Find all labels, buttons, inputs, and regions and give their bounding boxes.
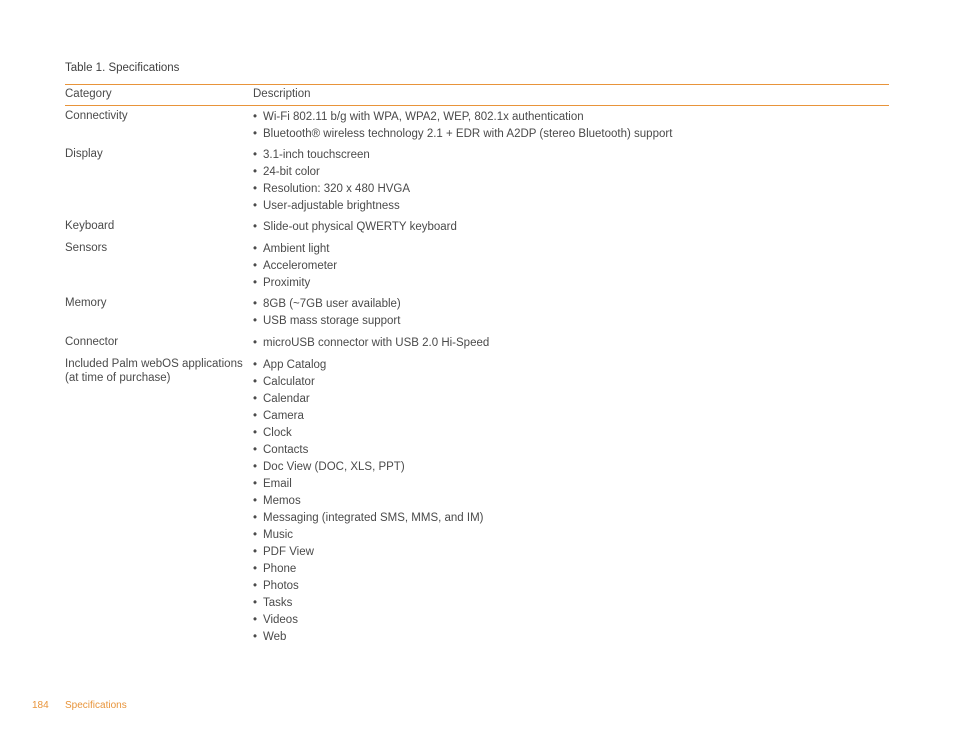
list-item: • 8GB (~7GB user available)	[253, 298, 401, 310]
list-item: • Wi-Fi 802.11 b/g with WPA, WPA2, WEP, 802.1x authentication	[253, 111, 584, 123]
list-item: • Tasks	[253, 597, 293, 609]
list-item: • Web	[253, 631, 287, 643]
list-item: • Contacts	[253, 444, 309, 456]
list-item: • 3.1-inch touchscreen	[253, 149, 370, 161]
list-item: • App Catalog	[253, 359, 327, 371]
row-description-list	[253, 109, 889, 143]
list-item: • PDF View	[253, 546, 314, 558]
row-category: Connectivity	[65, 110, 128, 122]
list-item: • USB mass storage support	[253, 315, 401, 327]
list-item: • Phone	[253, 563, 297, 575]
list-item: • Messaging (integrated SMS, MMS, and IM)	[253, 512, 484, 524]
list-item: • Photos	[253, 580, 299, 592]
row-description-list	[253, 219, 889, 236]
list-item: • 24-bit color	[253, 166, 320, 178]
row-category: Included Palm webOS applications (at time of purchase)	[65, 358, 243, 384]
header-description: Description	[253, 88, 311, 100]
table-top-rule	[65, 84, 889, 85]
list-item: • Calculator	[253, 376, 315, 388]
table-header-rule	[65, 105, 889, 106]
row-description-list	[253, 296, 889, 330]
list-item: • microUSB connector with USB 2.0 Hi-Speed	[253, 337, 490, 349]
list-item: • Camera	[253, 410, 304, 422]
list-item: • Clock	[253, 427, 292, 439]
list-item: • Slide-out physical QWERTY keyboard	[253, 221, 457, 233]
list-item: • Calendar	[253, 393, 310, 405]
list-item: • User-adjustable brightness	[253, 200, 400, 212]
footer-section-label: Specifications	[65, 700, 127, 711]
page-number: 184	[32, 700, 49, 711]
list-item: • Memos	[253, 495, 301, 507]
row-description-list	[253, 335, 889, 352]
list-item: • Bluetooth® wireless technology 2.1 + EDR with A2DP (stereo Bluetooth) support	[253, 128, 673, 140]
list-item: • Accelerometer	[253, 260, 338, 272]
list-item: • Resolution: 320 x 480 HVGA	[253, 183, 411, 195]
list-item: • Proximity	[253, 277, 311, 289]
table-header-row	[65, 87, 889, 105]
row-description-list	[253, 241, 889, 292]
list-item: • Ambient light	[253, 243, 330, 255]
list-item: • Doc View (DOC, XLS, PPT)	[253, 461, 405, 473]
row-category: Sensors	[65, 242, 108, 254]
row-description-list	[253, 357, 889, 646]
list-item: • Music	[253, 529, 294, 541]
row-category: Connector	[65, 336, 119, 348]
list-item: • Email	[253, 478, 292, 490]
row-description-list	[253, 147, 889, 215]
table-caption: Table 1. Specifications	[65, 62, 180, 74]
row-category: Memory	[65, 297, 107, 309]
row-category: Keyboard	[65, 220, 115, 232]
header-category: Category	[65, 88, 112, 100]
row-category: Display	[65, 148, 103, 160]
list-item: • Videos	[253, 614, 298, 626]
